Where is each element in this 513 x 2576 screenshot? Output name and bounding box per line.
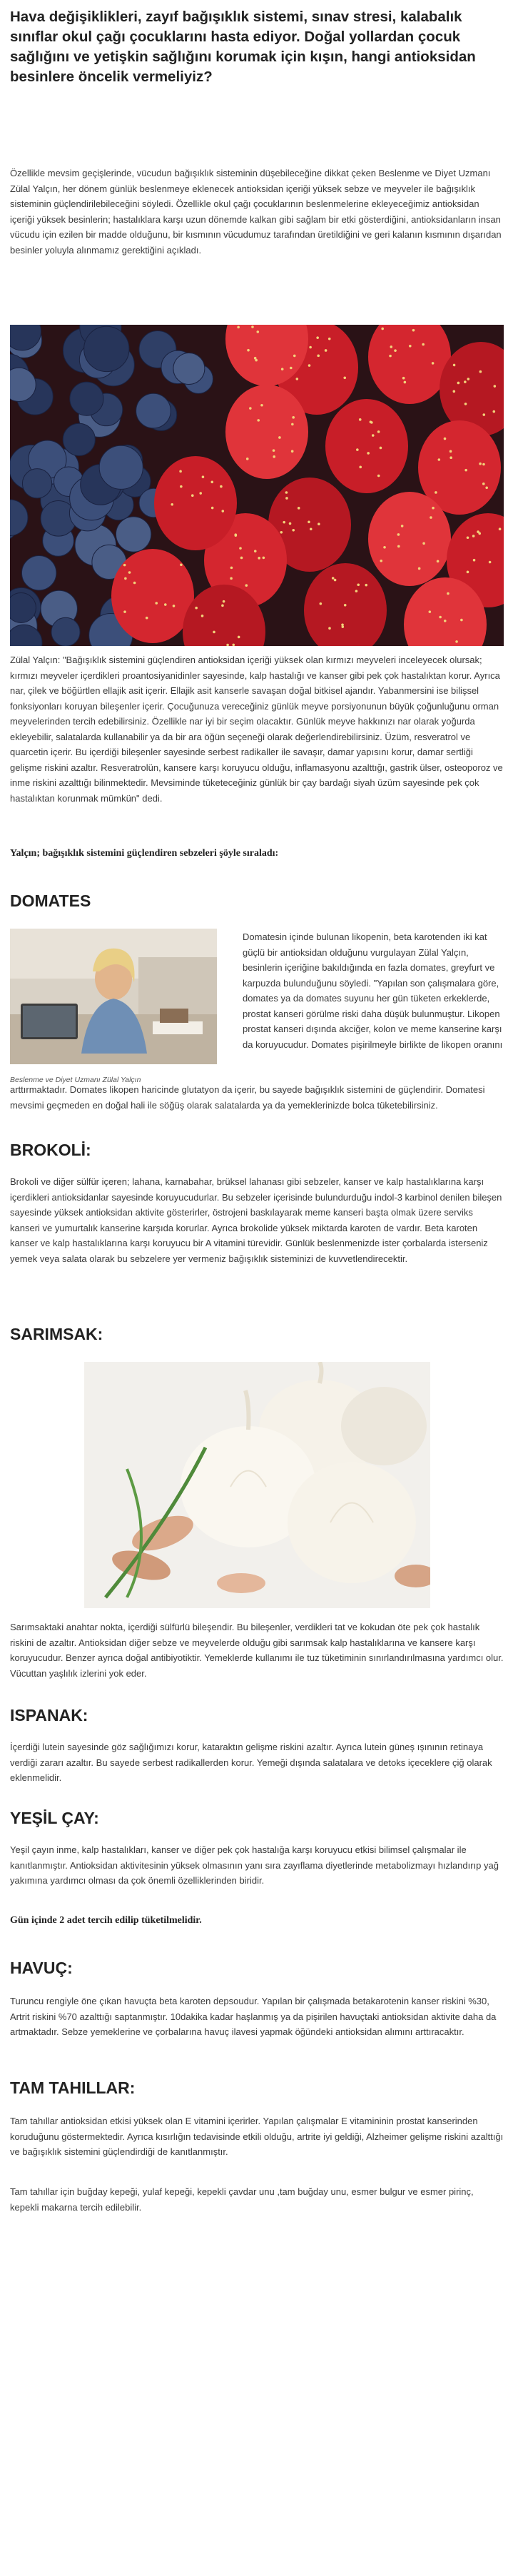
heading-sarimsak: SARIMSAK: [10, 1325, 103, 1343]
heading-ispanak: ISPANAK: [10, 1706, 88, 1724]
heading-domates: DOMATES [10, 892, 91, 910]
quote-paragraph: Zülal Yalçın: "Bağışıklık sistemini güçlendiren antioksidan içeriği yüksek olan kırmızı meyveleri inceleyecek olursak; kırmızı meyveler içerdikleri proantosiyanidinler sayesinde, kalp hastalığı ve kanser gibi pek çok hastalıktan korur. Ayrıca nar, çilek ve böğürtlen ellajik asit içerir. Ellajik asit kanserle savaşan doğal bitkisel ajandır. Yabanmersini ise bilişsel fonksiyonları koruyan bileşenler içerir. Çocuğunuza vereceğiniz günlük meyve porsiyonunun büyük çoğunluğunu orman meyvelerinden tercih edebilirsiniz. Özellikle nar iyi bir seçim olacaktır. Günlük meyve hakkınızı nar olarak yoğurda ekleyebilir, salatalarda kullanabilir ya da bir ara öğün seçeneği olarak değerlendirebilirsiniz. Üzüm, resveratrol ve quarcetin içerir. Bu içerdiği bileşenler sayesinde serbest radikaller ile savaşır, damar yapısını korur, damar sertliği gelişme riskini azaltır. Resveratrolün, kansere karşı koruyucu olduğu, inflamasyonu azalttığı, gastrik ülser, osteoporoz ve inme riskini azalttığı bilinmektedir. Mevsiminde tüketeceğiniz günlük bir çay bardağı siyah üzüm sayesinde pek çok hastalıktan korunmak mümkün" dedi. [10, 655, 503, 804]
heading-tam-tahillar: TAM TAHILLAR: [10, 2079, 136, 2097]
tam-tahillar-text: Tam tahıllar antioksidan etkisi yüksek olan E vitamini içerirler. Yapılan çalışmalar E vitamininin prostat kanserinden koruduğunu göstermektedir. Ayrıca kısırlığın tedavisinde etkili olduğu, artrite iyi geldiği, Alzheimer gelişme riskini azalttığı ve bağışıklık sistemini güçlendirdiği de kanıtlanmıştır. [10, 2116, 504, 2157]
yesil-cay-text: Yeşil çayın inme, kalp hastalıkları, kanser ve diğer pek çok hastalığa karşı koruyucu etkisi bilimsel çalışmalar ile kanıtlanmıştır. Antioksidan aktivitesinin yüksek olmasının yanı sıra zayıflama diyetlerinde metabolizmayı hızlandırıp yağ yakımına yardımcı olması da çok önemli özelliklerinden biridir. [10, 1844, 499, 1886]
vegetables-intro: Yalçın; bağışıklık sistemini güçlendiren sebzeleri şöyle sıraladı: [10, 848, 279, 859]
havuc-text: Turuncu rengiyle öne çıkan havuçta beta karoten depsoudur. Yapılan bir çalışmada betakarotenin kanser riskini %30, Artrit riskini %70 azalttığı saptanmıştır. 10dakika kadar haşlanmış ya da pişirilen havuçtaki antioksidan aktivite daha da artmaktadır. Sebze yemeklerine ve çorbalarına havuç ilavesi yapmak öğündeki antioksidan alımını arttıracaktır. [10, 1996, 497, 2037]
heading-yesil-cay: YEŞİL ÇAY: [10, 1809, 99, 1827]
yesil-cay-note: Gün içinde 2 adet tercih edilip tüketilmelidir. [10, 1915, 202, 1926]
garlic-photo [84, 1362, 430, 1608]
heading-brokoli: BROKOLİ: [10, 1141, 91, 1159]
garlic-image [84, 1362, 430, 1608]
domates-text-full: arttırmaktadır. Domates likopen haricinde glutatyon da içerir, bu sayede bağışıklık sistemini de güçlendirir. Domatesi mevsimi geçmeden en doğal hali ile söğüş olarak salatalarda ya da yemeklerinizde bolca tüketebilirsiniz. [10, 1084, 485, 1111]
article-lead: Hava değişiklikleri, zayıf bağışıklık sistemi, sınav stresi, kalabalık sınıflar okul çağı çocuklarını hasta ediyor. Doğal yollardan çocuk sağlığını ve yetişkin sağlığını korumak için kışın, hangi antioksidan besinlere öncelik vermeliyiz? [10, 9, 476, 85]
domates-text-side: Domatesin içinde bulunan likopenin, beta karotenden iki kat güçlü bir antioksidan olduğunu vurgulayan Zülal Yalçın, besinlerin içeriğine bakıldığında en fazla domates, greyfurt ve karpuzda bulunduğunu söyledi. "Yapılan son çalışmalara göre, domates ya da domates suyunu her gün tüketen erkeklerde, prostat kanseri görülme riski daha düşük bulunmuştur. Likopen prostat kanseri dışında akciğer, kolon ve meme kanserine karşı da koruyucudur. Domates pişirilmeyle birlikte de likopen oranını [243, 931, 503, 1050]
ispanak-text: İçerdiği lutein sayesinde göz sağlığımızı korur, kataraktın gelişme riskini azaltır. Ayrıca lutein güneş ışınının retinaya verdiği zararı azaltır. Bu sayede serbest radikallerden korur. Yemeği dışında salatalara ve detoks içeceklere çiğ olarak eklenmelidir. [10, 1742, 492, 1783]
intro-paragraph: Özellikle mevsim geçişlerinde, vücudun bağışıklık sisteminin düşebileceğine dikkat çeken Beslenme ve Diyet Uzmanı Zülal Yalçın, her dönem günlük beslenmeye eklenecek antioksidan içeriği yüksek sebze ve meyveler ile bağışıklık sisteminin güçlendirilebileceğini söyledi. Özellikle okul çağı çocuklarının beslenmelerine ekleyeceğimiz antioksidan içeriği yüksek besinlerin; hastalıklara karşı uzun dönemde kalkan gibi sağlam bir etki gösterdiğini, antioksidanların insan vücudu için ezilen bir madde olduğunu, bir kısmının vücudumuz tarafından üretildiğini ve geri kalanın kısmının dışarıdan besinler yoluyla alınmamız gerektiğini açıkladı. [10, 168, 502, 256]
photo-caption: Beslenme ve Diyet Uzmanı Zülal Yalçın [10, 1075, 141, 1084]
tam-tahillar-text-2: Tam tahıllar için buğday kepeği, yulaf kepeği, kepekli çavdar unu ,tam buğday unu, esmer bulgur ve esmer pirinç, kepekli makarna tercih edilebilir. [10, 2186, 474, 2213]
brokoli-text: Brokoli ve diğer sülfür içeren; lahana, karnabahar, brüksel lahanası gibi sebzeler, kanser ve kalp hastalıklarına karşı içerdikleri antioksidanlar sayesinde koruyucudurlar. Bu sebzeler içerisinde bulundurduğu indol-3 karbinol denilen bileşen sayesinde yüksek antioksidan aktivite gösterirler, östrojeni baskılayarak meme kanseri başta olmak üzere serviks kanseri ve yumurtalık kanserine karşıda korurlar. Ayrıca brokolide yüksek miktarda karoten de vardır. Beta karoten kanser ve kalp hastalıklarına karşı koruyucu bir A vitamini türevidir. Günlük beslenmenizde ister çorbalarda isterseniz yemek veya salata olarak bu sebzelere yer vermeniz bağışıklık sisteminizi de kuvvetlendirecektir. [10, 1176, 502, 1264]
heading-havuc: HAVUÇ: [10, 1959, 73, 1977]
sarimsak-text: Sarımsaktaki anahtar nokta, içerdiği sülfürlü bileşendir. Bu bileşenler, verdikleri tat ve kokudan öte pek çok hastalık riskini de azaltır. Antioksidan diğer sebze ve meyvelerde olduğu gibi sarımsak kalp hastalıklarına ve kansere karşı koruyucudur. Benzer ayrıca doğal antibiyotiktir. Yemeklerde kullanımı ile tuz tüketiminin sınırlandırılmasına yardımcı olur. Vücuttan yaşlılık izlerini yok eder. [10, 1622, 504, 1679]
berries-image [10, 325, 504, 646]
nutritionist-photo [10, 929, 217, 1064]
berries-photo [10, 325, 504, 646]
